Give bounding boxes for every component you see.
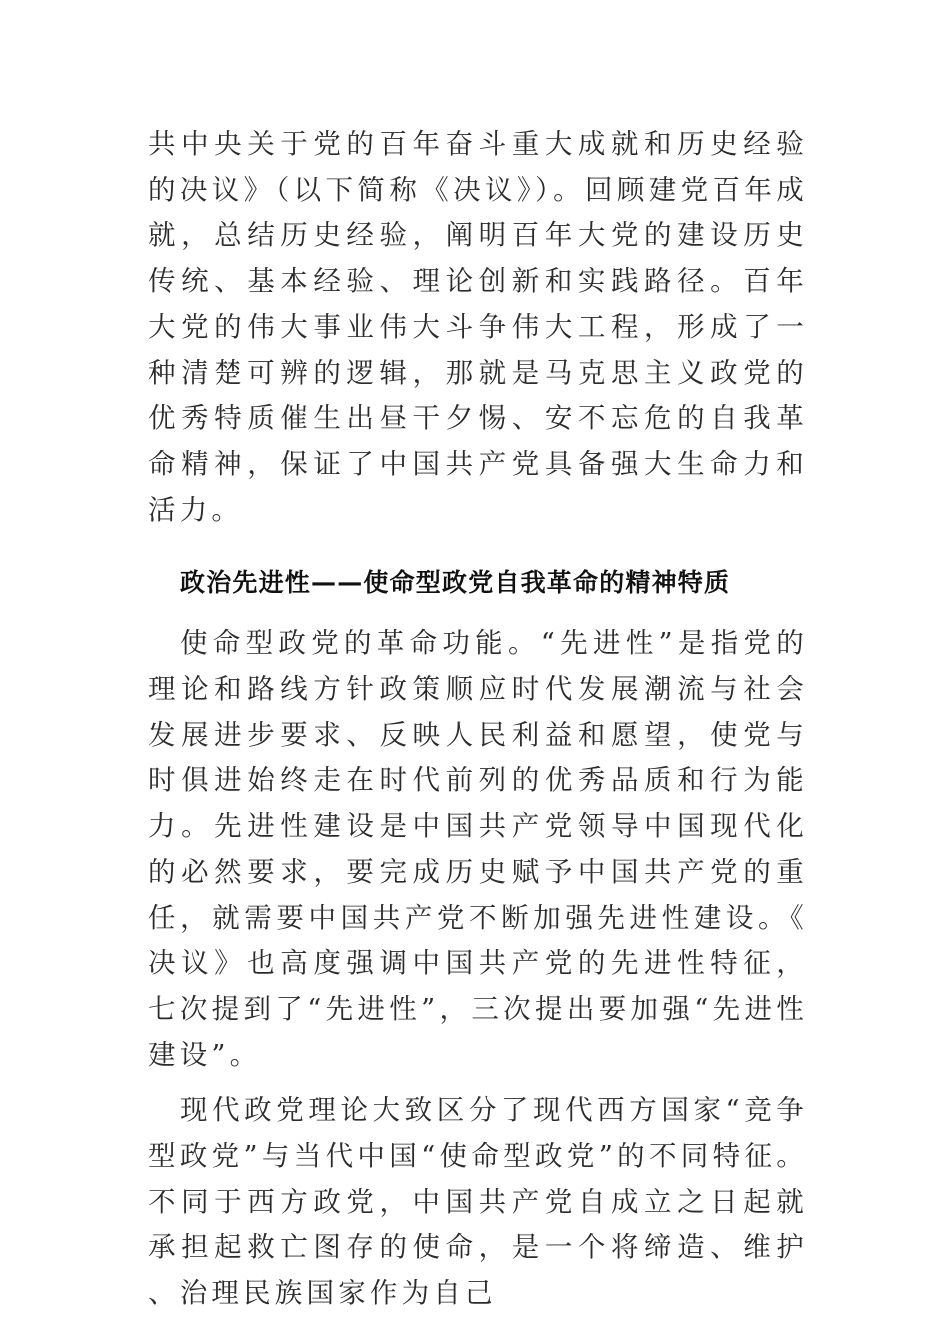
paragraph-continued-resolution: 共中央关于党的百年奋斗重大成就和历史经验的决议》（以下简称《决议》）。回顾建党百年成就，总结历史经验，阐明百年大党的建设历史传统、基本经验、理论创新和实践路径。百年大党的伟大事业伟大斗争伟大工程，形成了一种清楚可辨的逻辑，那就是马克思主义政党的优秀特质催生出昼干夕惕、安不忘危的自我革命精神，保证了中国共产党具备强大生命力和活力。 bbox=[148, 128, 808, 526]
document-body bbox=[148, 122, 808, 1317]
paragraph-modern-party-theory: 现代政党理论大致区分了现代西方国家“竞争型政党”与当代中国“使命型政党”的不同特征。不同于西方政党，中国共产党自成立之日起就承担起救亡图存的使命，是一个将缔造、维护、治理民族国家作为自己 bbox=[148, 1094, 808, 1310]
section-heading: 政治先进性——使命型政党自我革命的精神特质 bbox=[180, 568, 731, 598]
paragraph-mission-party-function: 使命型政党的革命功能。“先进性”是指党的理论和路线方针政策顺应时代发展潮流与社会发展进步要求、反映人民利益和愿望，使党与时俱进始终走在时代前列的优秀品质和行为能力。先进性建设是中国共产党领导中国现代化的必然要求，要完成历史赋予中国共产党的重任，就需要中国共产党不断加强先进性建设。《决议》也高度强调中国共产党的先进性特征，七次提到了“先进性”，三次提出要加强“先进性建设”。 bbox=[148, 627, 808, 1071]
